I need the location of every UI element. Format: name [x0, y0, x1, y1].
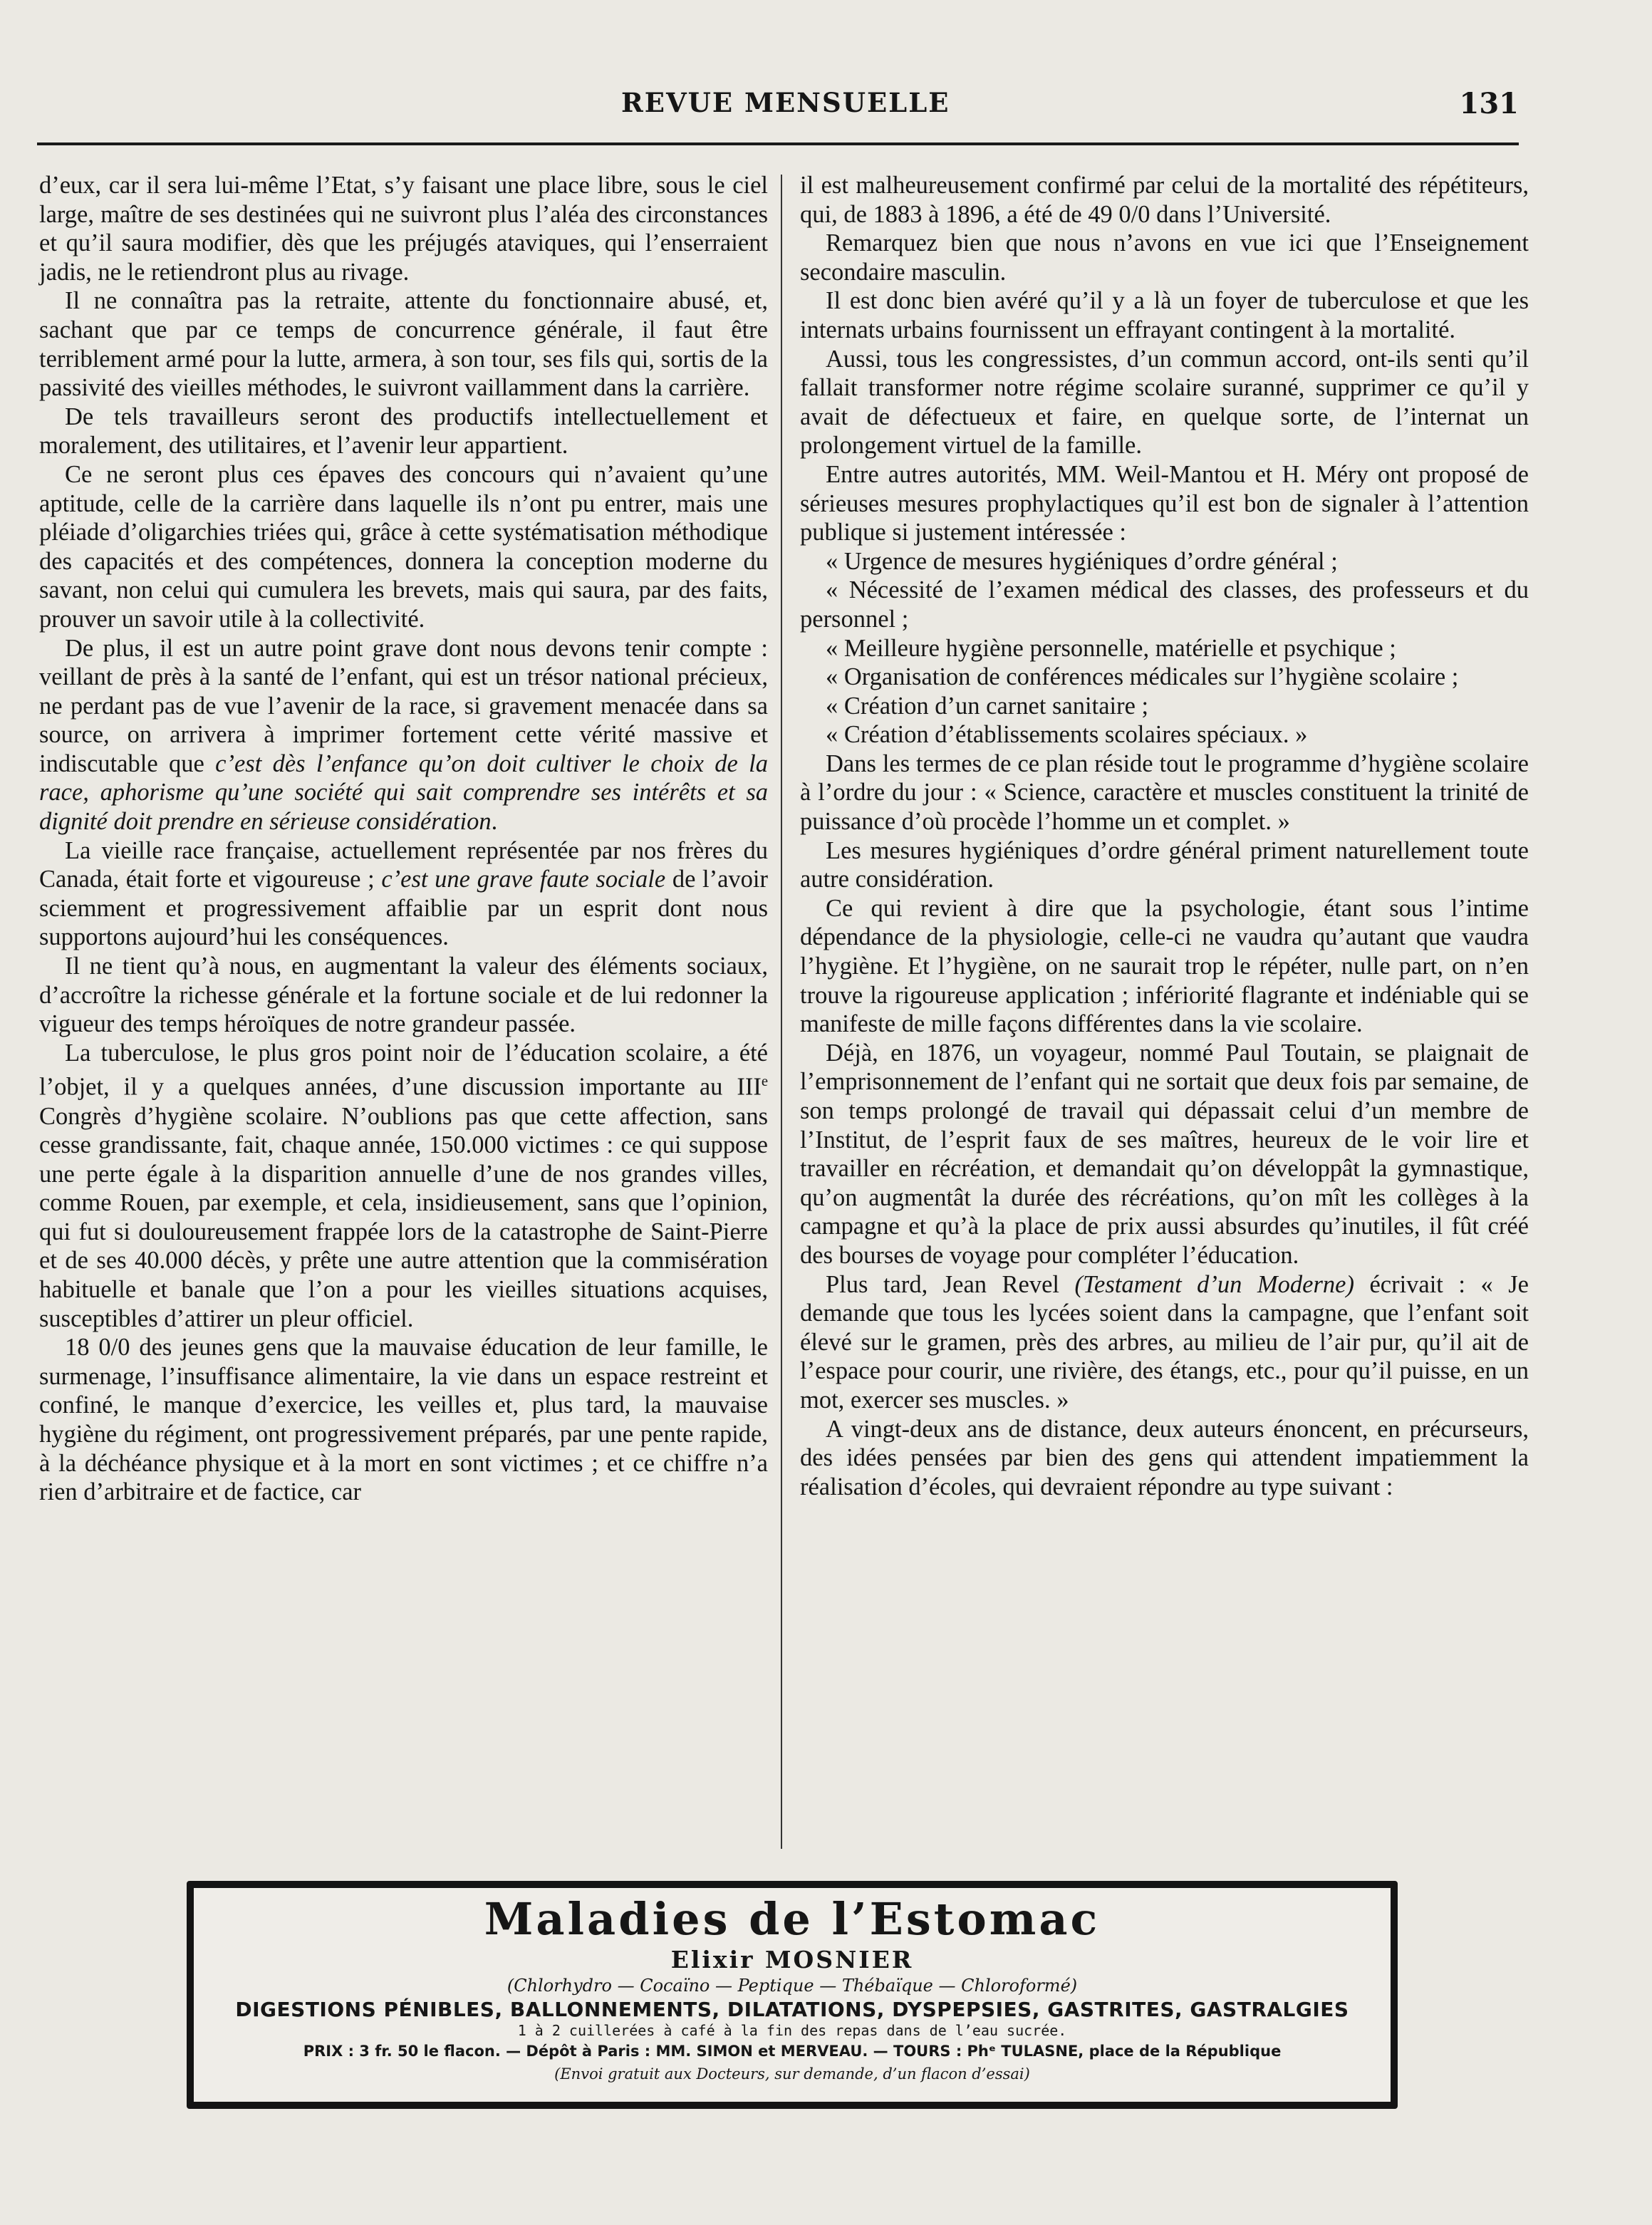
text-run: Congrès d’hygiène scolaire. N’oublions pas que cette affection, sans cesse grandissante, fait, chaque année, 150.000 victimes : ce qui suppose une perte égale à la disparition annuelle d’une de nos grandes villes, comme Rouen, par exemple, et cela, insidieusement, sans que l’opinion, qui fut si douloureusement frappée lors de la catastrophe de Saint-Pierre et de ses 40.000 décès, y prête une autre attention que la commisération habituelle et banale que l’on a pour les vieilles situations acquises, susceptibles d’attirer un pleur officiel. — [39, 1102, 768, 1332]
text-run: La tuberculose, le plus gros point noir de l’éducation scolaire, a été l’objet, il y a quelques années, d’une discussion importante au III — [39, 1039, 768, 1101]
text-run: Il ne connaîtra pas la retraite, attente du fonctionnaire abusé, et, sachant que par ce temps de concurrence générale, il faut être terriblement armé pour la lutte, armera, à son tour, ses fils qui, sortis de la passivité des vieilles méthodes, le suivront vaillamment dans la carrière. — [39, 287, 768, 402]
italic-text: (Testament d’un Moderne) — [1074, 1270, 1354, 1298]
text-run: « Nécessité de l’examen médical des classes, des professeurs et du personnel ; — [800, 576, 1529, 633]
paragraph — [800, 1415, 1529, 1502]
paragraph — [39, 1039, 768, 1333]
text-run: d’eux, car il sera lui-même l’Etat, s’y faisant une place libre, sous le ciel large, maître de ses destinées qui ne suivront plus l’aléa des circonstances et qu’il saura modifier, dès que les préjugés ataviques, qui l’enserraient jadis, ne le retiendront plus au rivage. — [39, 172, 768, 286]
text-run: Il ne tient qu’à nous, en augmentant la valeur des éléments sociaux, d’accroître la richesse générale et la fortune sociale et de lui redonner la vigueur des temps héroïques de notre grandeur passée. — [39, 953, 768, 1038]
text-run: La vieille race française, actuellement représentée par nos frères du Canada, était forte et vigoureuse ; — [39, 836, 768, 893]
paragraph — [800, 286, 1529, 344]
text-run: Ce qui revient à dire que la psychologie, étant sous l’intime dépendance de la physiologie, celle-ci ne vaudra qu’autant que vaudra l’hygiène. Et l’hygiène, on ne saurait trop le répéter, nulle part, on n’en trouve la rigoureuse application ; infériorité flagrante et indéniable qui se manifeste de mille façons différentes dans la vie scolaire. — [800, 894, 1529, 1038]
paragraph — [39, 171, 768, 286]
text-run: Plus tard, Jean Revel — [826, 1270, 1075, 1298]
text-run: 18 0/0 des jeunes gens que la mauvaise éducation de leur famille, le surmenage, l’insuffisance alimentaire, la vie dans un espace restreint et confiné, le manque d’exercice, les veilles et, plus tard, la mauvaise hygiène du régiment, ont progressivement préparés, par une pente rapide, à la déchéance physique et à la mort en sont victimes ; et ce chiffre n’a rien d’arbitraire et de factice, car — [39, 1334, 768, 1506]
text-run: écrivait : « Je demande que tous les lycées soient dans la campagne, que l’enfant soit élevé sur le gramen, près des arbres, au milieu de l’air pur, qu’il ait de l’espace pour courir, une rivière, des étangs, etc., pour qu’il puisse, en un mot, exercer ses muscles. » — [800, 1270, 1529, 1414]
paragraph — [800, 634, 1529, 663]
text-run: Les mesures hygiéniques d’ordre général priment naturellement toute autre considération. — [800, 836, 1529, 893]
text-run: Dans les termes de ce plan réside tout le programme d’hygiène scolaire à l’ordre du jour : « Science, caractère et muscles constituent la trinité de puissance d’où procède l’homme un et complet. » — [800, 750, 1529, 836]
paragraph — [800, 894, 1529, 1039]
ad-title: Maladies de l’Estomac — [484, 1893, 1101, 1945]
paragraph — [800, 1039, 1529, 1270]
text-run: « Urgence de mesures hygiéniques d’ordre général ; — [826, 547, 1338, 575]
paragraph — [800, 663, 1529, 692]
right-column — [800, 171, 1529, 1852]
text-run: De tels travailleurs seront des productifs intellectuellement et moralement, des utilitaires, et l’avenir leur appartient. — [39, 403, 768, 460]
paragraph — [800, 1270, 1529, 1415]
journal-title: REVUE MENSUELLE — [621, 87, 950, 118]
text-run: A vingt-deux ans de distance, deux auteurs énoncent, en précurseurs, des idées pensées par bien des gens qui attendent impatiemment la réalisation d’écoles, qui devraient répondre au type suivant : — [800, 1415, 1529, 1500]
ad-note: (Envoi gratuit aux Docteurs, sur demande, d’un flacon d’essai) — [554, 2065, 1030, 2083]
column-divider — [781, 175, 782, 1849]
paragraph — [39, 1333, 768, 1507]
italic-text: c’est une grave faute sociale — [381, 866, 666, 893]
paragraph — [39, 952, 768, 1039]
text-run: « Organisation de conférences médicales sur l’hygiène scolaire ; — [826, 663, 1459, 691]
header-rule — [37, 142, 1519, 145]
left-column — [39, 171, 768, 1852]
page-number: 131 — [1459, 87, 1519, 120]
text-run: Aussi, tous les congressistes, d’un commun accord, ont-ils senti qu’il fallait transformer notre régime scolaire suranné, supprimer ce qu’il y avait de défectueux et faire, en quelque sorte, de l’internat un prolongement virtuel de la famille. — [800, 345, 1529, 460]
text-run: Déjà, en 1876, un voyageur, nommé Paul Toutain, se plaignait de l’emprisonnement de l’enfant qui ne sortait que deux fois par semaine, de son temps prolongé de travail qui dépassait celui d’un membre de l’Institut, de l’esprit faux de ses maîtres, heureux de le voir lire et travailler en récréation, et demandait qu’on développât la gymnastique, qu’on augmentât la durée des récréations, qu’on mît les collèges à la campagne et qu’à la place de prix aussi absurdes qu’inutiles, il fût créé des bourses de voyage pour compléter l’éducation. — [800, 1039, 1529, 1269]
text-run: il est malheureusement confirmé par celui de la mortalité des répétiteurs, qui, de 1883 à 1896, a été de 49 0/0 dans l’Université. — [800, 172, 1529, 228]
text-run: e — [761, 1074, 768, 1090]
paragraph — [800, 171, 1529, 229]
ad-dosage: 1 à 2 cuillerées à café à la fin des repas dans de l’eau sucrée. — [517, 2022, 1067, 2039]
text-run: de l’avoir sciemment et progressivement affaiblie par un esprit dont nous supportons aujourd’hui les conséquences. — [39, 866, 768, 951]
text-run: Il est donc bien avéré qu’il y a là un foyer de tuberculose et que les internats urbains fournissent un effrayant contingent à la mortalité. — [800, 287, 1529, 343]
ad-product-name: Elixir MOSNIER — [670, 1946, 914, 1974]
text-run: « Création d’établissements scolaires spéciaux. » — [826, 721, 1308, 749]
paragraph — [800, 692, 1529, 721]
text-run: « Création d’un carnet sanitaire ; — [826, 692, 1149, 720]
text-run: Ce ne seront plus ces épaves des concours qui n’avaient qu’une aptitude, celle de la carrière dans laquelle ils n’ont pu entrer, mais une pléiade d’oligarchies triées qui, grâce à cette systématisation méthodique des capacités et des compétences, donnera la conception moderne du savant, non celui qui cumulera les brevets, mais qui saura, par des faits, prouver un savoir utile à la collectivité. — [39, 460, 768, 633]
paragraph — [39, 286, 768, 402]
advertisement-box — [187, 1881, 1398, 2109]
text-run: . — [491, 808, 498, 836]
text-run: Entre autres autorités, MM. Weil-Mantou et H. Méry ont proposé de sérieuses mesures prophylactiques qu’il est bon de signaler à l’attention publique si justement intéressée : — [800, 460, 1529, 546]
paragraph — [800, 460, 1529, 547]
paragraph — [39, 836, 768, 952]
paragraph — [39, 460, 768, 634]
ad-variants: (Chlorhydro — Cocaïno — Peptique — Thébaïque — Chloroformé) — [506, 1976, 1078, 1996]
italic-text: c’est dès l’enfance qu’on doit cultiver le choix de la race, aphorisme qu’une société qui sait comprendre ses intérêts et sa dignité doit prendre en sérieuse considération — [39, 750, 768, 836]
page-header — [37, 87, 1519, 130]
paragraph — [800, 547, 1529, 576]
paragraph — [800, 720, 1529, 750]
paragraph — [800, 750, 1529, 836]
paragraph — [800, 345, 1529, 460]
paragraph — [39, 403, 768, 460]
text-run: « Meilleure hygiène personnelle, matérielle et psychique ; — [826, 634, 1396, 662]
text-run: Remarquez bien que nous n’avons en vue ici que l’Enseignement secondaire masculin. — [800, 229, 1529, 286]
paragraph — [39, 634, 768, 836]
paragraph — [800, 836, 1529, 894]
paragraph — [800, 576, 1529, 633]
ad-price-line: PRIX : 3 fr. 50 le flacon. — Dépôt à Paris : MM. SIMON et MERVEAU. — TOURS : Phᵉ TULASNE, place de la République — [303, 2043, 1282, 2060]
paragraph — [800, 229, 1529, 286]
ad-conditions: DIGESTIONS PÉNIBLES, BALLONNEMENTS, DILATATIONS, DYSPEPSIES, GASTRITES, GASTRALGIES — [235, 1998, 1349, 2021]
text-run: De plus, il est un autre point grave dont nous devons tenir compte : veillant de près à la santé de l’enfant, qui est un trésor national précieux, ne perdant pas de vue l’avenir de la race, si gravement menacée dans sa source, on arrivera à imprimer fortement cette vérité massive et indiscutable que — [39, 634, 768, 777]
